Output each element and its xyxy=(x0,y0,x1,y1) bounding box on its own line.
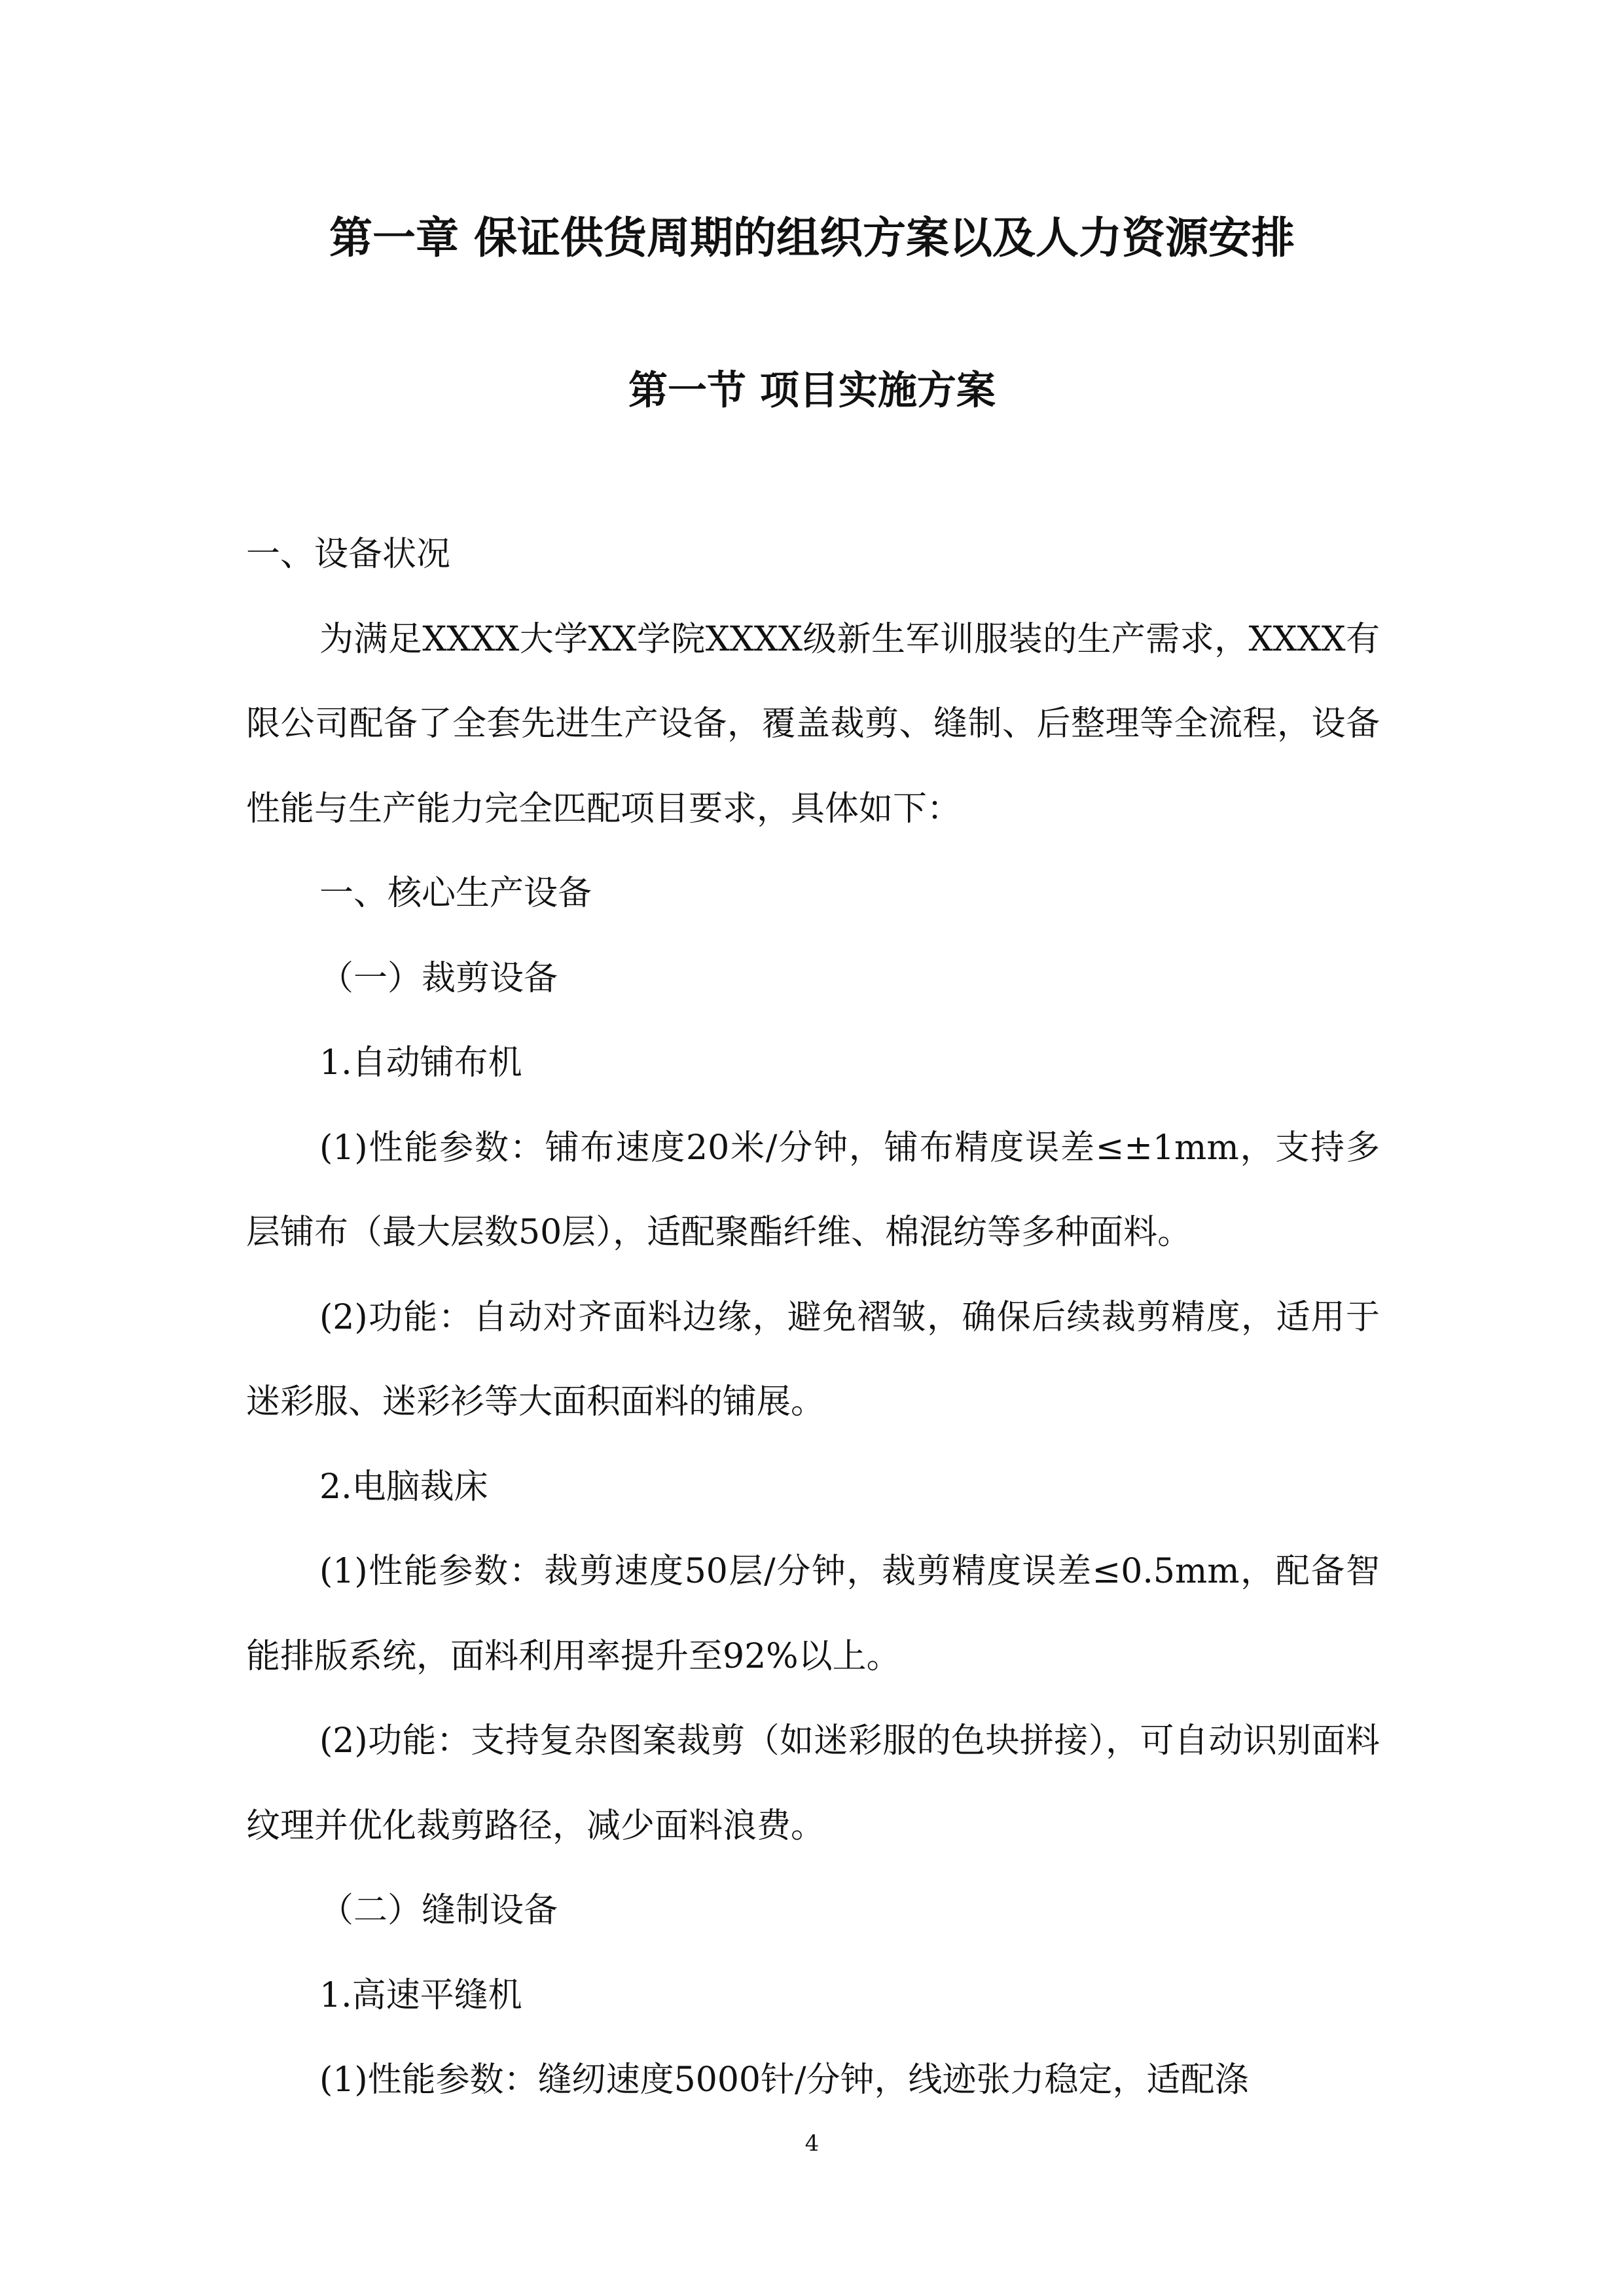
paragraph-lockstitch-params: (1)性能参数：缝纫速度5000针/分钟，线迹张力稳定，适配涤 xyxy=(319,2060,1249,2100)
heading-sewing-equipment: （二）缝制设备 xyxy=(319,1891,558,1930)
paragraph-cutter-function: (2)功能：支持复杂图案裁剪（如迷彩服的色块拼接），可自动识别面料纹理并优化裁剪路径，减少面料浪费。 xyxy=(246,1721,1380,1846)
page-number: 4 xyxy=(804,2130,820,2157)
paragraph-intro: 为满足XXXX大学XX学院XXXX级新生军训服装的生产需求，XXXX有限公司配备了全套先进生产设备，覆盖裁剪、缝制、后整理等全流程，设备性能与生产能力完全匹配项目要求，具体如下： xyxy=(246,619,1380,829)
heading-cutting-equipment: （一）裁剪设备 xyxy=(319,958,558,998)
heading-lockstitch-machine: 1.高速平缝机 xyxy=(319,1975,522,2015)
chapter-title: 第一章 保证供货周期的组织方案以及人力资源安排 xyxy=(329,212,1295,263)
paragraph-spreader-params: (1)性能参数：铺布速度20米/分钟，铺布精度误差≤±1mm，支持多层铺布（最大层数50层），适配聚酯纤维、棉混纺等多种面料。 xyxy=(246,1128,1380,1252)
paragraph-spreader-function: (2)功能：自动对齐面料边缘，避免褶皱，确保后续裁剪精度，适用于迷彩服、迷彩衫等大面积面料的铺展。 xyxy=(246,1297,1380,1422)
heading-auto-spreader: 1.自动铺布机 xyxy=(319,1043,522,1083)
body-text xyxy=(246,512,1380,2123)
heading-computer-cutter: 2.电脑裁床 xyxy=(319,1467,488,1507)
heading-equipment-status: 一、设备状况 xyxy=(246,535,451,574)
heading-core-equipment: 一、核心生产设备 xyxy=(319,874,592,913)
paragraph-cutter-params: (1)性能参数：裁剪速度50层/分钟，裁剪精度误差≤0.5mm，配备智能排版系统，面料利用率提升至92%以上。 xyxy=(246,1552,1380,1676)
section-title: 第一节 项目实施方案 xyxy=(628,368,996,414)
